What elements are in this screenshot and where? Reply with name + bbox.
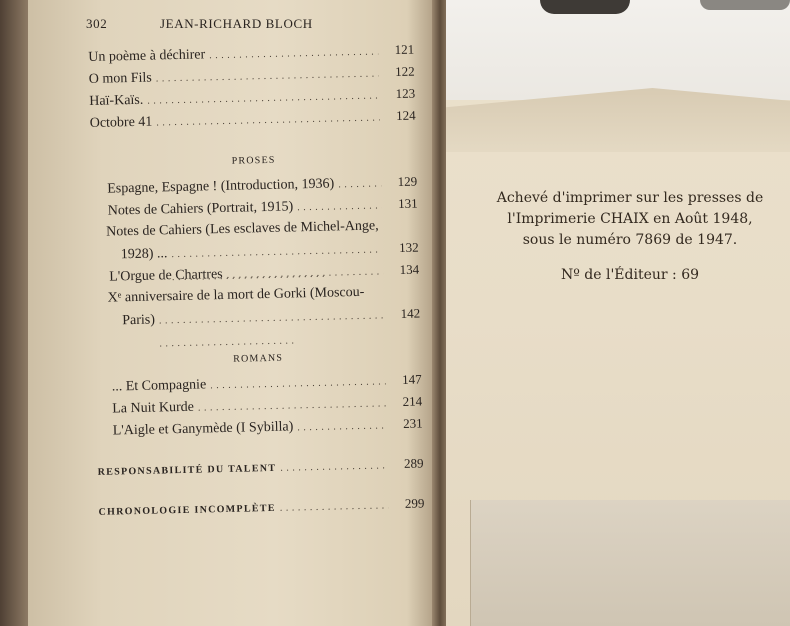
section-heading-proses: PROSES — [231, 154, 276, 167]
entry-title-continued: 1928) ... — [120, 246, 168, 263]
entry-title: Notes de Cahiers (Portrait, 1915) — [107, 199, 294, 219]
entry-page: 231 — [402, 415, 423, 431]
dot-leader — [280, 494, 389, 519]
colophon — [480, 188, 780, 286]
dot-leader — [297, 414, 387, 439]
entry-page: 129 — [397, 173, 418, 190]
entry-page: 124 — [395, 107, 416, 124]
editor-number: Nº de l'Éditeur : 69 — [560, 267, 700, 283]
toc-entry — [93, 281, 420, 332]
entry-title: O mon Fils — [88, 70, 152, 87]
entry-page: 147 — [401, 371, 422, 387]
entry-page: 123 — [395, 85, 416, 102]
entry-title: RESPONSABILITÉ DU TALENT — [97, 462, 277, 478]
entry-page: 289 — [403, 455, 424, 471]
entry-title: CHRONOLOGIE INCOMPLÈTE — [98, 502, 276, 518]
paper-flap-top — [446, 0, 790, 100]
dot-leader — [226, 260, 383, 287]
page-number: 302 — [86, 16, 108, 31]
entry-title: Espagne, Espagne ! (Introduction, 1936) — [107, 176, 335, 197]
entry-title: L'Orgue de Chartres — [109, 267, 223, 285]
entry-title: Haï-Kaïs. — [89, 92, 144, 109]
section-heading-romans: ROMANS — [233, 352, 284, 365]
entry-title: Xᵉ anniversaire de la mort de Gorki (Moscou- — [107, 284, 365, 306]
entry-title: L'Aigle et Ganymède (I Sybilla) — [112, 419, 294, 439]
entry-title: Notes de Cahiers (Les esclaves de Michel-Ange, — [106, 218, 379, 240]
entry-page: 131 — [397, 195, 418, 212]
toc-entry — [92, 215, 419, 266]
entry-title: Un poème à déchirer — [88, 47, 206, 65]
entry-title-continued: Paris) — [122, 312, 156, 329]
running-head: JEAN-RICHARD BLOCH — [160, 16, 313, 31]
entry-page: 214 — [402, 393, 423, 409]
entry-title: ... Et Compagnie — [111, 377, 207, 395]
colophon-line: Achevé d'imprimer sur les presses de — [496, 190, 764, 206]
background-object-right — [700, 0, 790, 10]
table-of-contents — [88, 39, 425, 522]
dot-leader — [280, 454, 388, 479]
page-header — [86, 16, 416, 36]
background-object — [540, 0, 630, 14]
entry-page: 299 — [404, 495, 425, 511]
entry-page: 132 — [398, 239, 419, 255]
entry-title: Octobre 41 — [89, 114, 153, 131]
entry-page: 142 — [400, 305, 421, 321]
colophon-line: sous le numéro 7869 de 1947. — [522, 232, 738, 248]
entry-title: La Nuit Kurde — [112, 399, 195, 417]
colophon-line: l'Imprimerie CHAIX en Août 1948, — [507, 211, 753, 227]
paper-flap-bottom — [470, 500, 790, 626]
entry-page: 121 — [394, 41, 415, 58]
entry-page: 134 — [399, 261, 420, 277]
dot-leader — [297, 194, 382, 219]
entry-page: 122 — [394, 63, 415, 80]
